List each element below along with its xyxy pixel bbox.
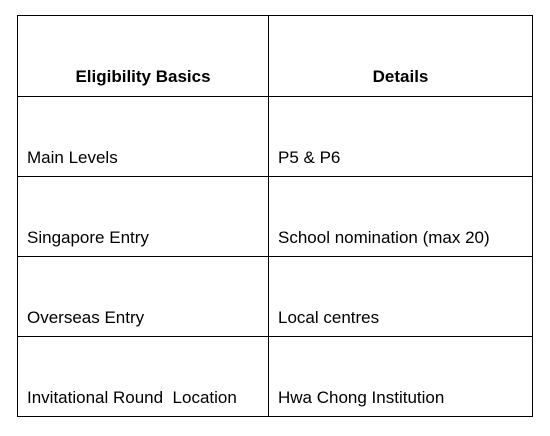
eligibility-table [17, 15, 533, 417]
header-eligibility-basics: Eligibility Basics [18, 16, 269, 97]
table-header-row [18, 16, 533, 97]
cell-criterion: Invitational Round Location [18, 337, 269, 417]
cell-detail: Local centres [269, 257, 533, 337]
cell-criterion: Main Levels [18, 97, 269, 177]
cell-criterion: Overseas Entry [18, 257, 269, 337]
cell-detail: Hwa Chong Institution [269, 337, 533, 417]
cell-detail: P5 & P6 [269, 97, 533, 177]
cell-criterion: Singapore Entry [18, 177, 269, 257]
table-row [18, 337, 533, 417]
table-row [18, 177, 533, 257]
table-row [18, 257, 533, 337]
header-details: Details [269, 16, 533, 97]
table-row [18, 97, 533, 177]
cell-detail: School nomination (max 20) [269, 177, 533, 257]
